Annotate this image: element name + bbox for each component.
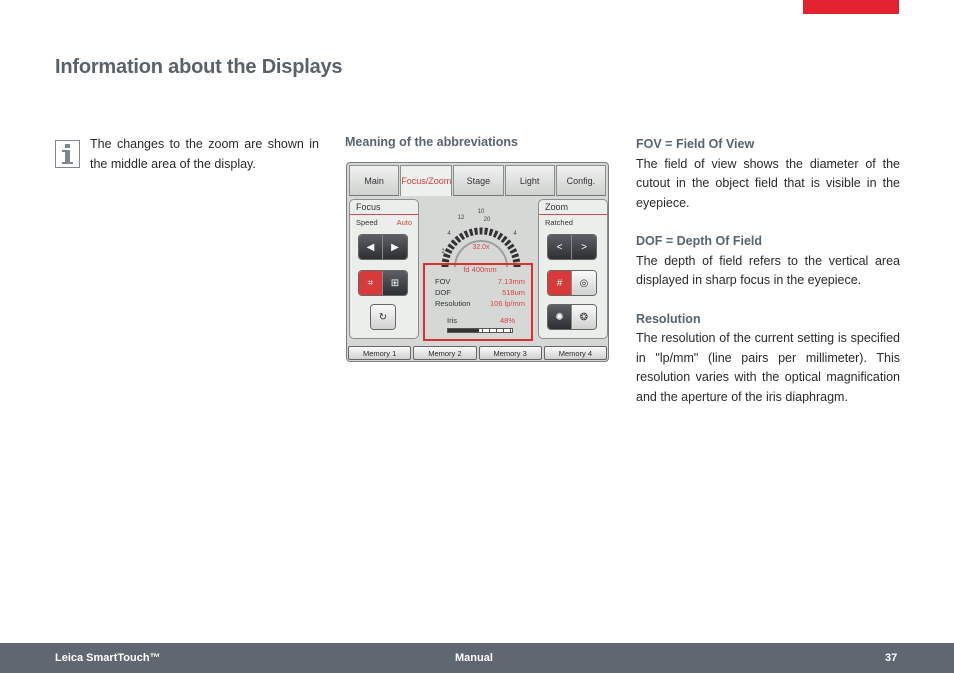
zoom-title: Zoom: [545, 202, 569, 212]
arrow-right-icon: ▶: [383, 235, 407, 259]
chevron-left-icon: <: [548, 235, 572, 259]
tab-main: Main: [349, 165, 399, 196]
zoom-dial: [425, 199, 535, 269]
zoom-mode: Ratched: [545, 218, 573, 227]
speed-value: Auto: [396, 218, 412, 227]
working-distance: fd 400mm: [463, 265, 497, 274]
focus-arrow-buttons: [358, 234, 408, 260]
dial-scale-0: 10: [477, 209, 485, 215]
definitions-column: [636, 135, 900, 407]
fov-row: FOV 7.13mm: [435, 277, 525, 286]
tab-config: Config.: [556, 165, 606, 196]
red-header-tab: [803, 0, 899, 14]
target-icon: ◎: [572, 271, 596, 295]
smarttouch-screen-illustration: [346, 162, 609, 362]
grid-fine-icon: ⌗: [359, 271, 383, 295]
iris-row: Iris 48%: [447, 316, 515, 325]
resolution-definition: The resolution of the current setting is specified in "lp/mm" (line pairs per millimeter). This resolution varies with the optical magnification and the aperture of the iris diaphragm.: [636, 331, 900, 404]
page-footer: [0, 643, 954, 673]
dial-scale-3: 4: [447, 231, 451, 237]
tab-bar: [349, 165, 607, 196]
memory-1-button: Memory 1: [348, 346, 411, 360]
resolution-row: Resolution 106 lp/mm: [435, 299, 525, 308]
memory-3-button: Memory 3: [479, 346, 542, 360]
arrow-left-icon: ◀: [359, 235, 383, 259]
figure-heading: Meaning of the abbreviations: [345, 135, 518, 149]
dial-scale-2: 20: [483, 217, 491, 223]
page-number: 37: [885, 652, 898, 664]
memory-4-button: Memory 4: [544, 346, 607, 360]
info-icon: [55, 140, 80, 168]
page-title: Information about the Displays: [55, 56, 343, 78]
zoom-arrow-buttons: [547, 234, 597, 260]
zoom-view-buttons: [547, 270, 597, 296]
focus-title: Focus: [356, 202, 381, 212]
optical-data-display: [423, 263, 533, 341]
focus-reset-button: [370, 304, 396, 330]
iris-bar: [447, 328, 513, 333]
speed-label: Speed: [356, 218, 378, 227]
chevron-right-icon: >: [572, 235, 596, 259]
refresh-icon: ↻: [371, 305, 395, 329]
footer-product: Leica SmartTouch™: [55, 652, 161, 664]
magnification-readout: 32.0x: [472, 244, 490, 251]
dof-definition: The depth of field refers to the vertical area displayed in sharp focus in the eyepiece.: [636, 253, 900, 287]
dof-term: DOF = Depth Of Field: [636, 234, 763, 248]
tab-stage: Stage: [453, 165, 503, 196]
iris-bar-fill: [448, 329, 479, 332]
dial-scale-5: 2: [441, 249, 445, 255]
dial-scale-4: 4: [513, 231, 517, 237]
grid-coarse-icon: ⊞: [383, 271, 407, 295]
fov-definition: The field of view shows the diameter of the cutout in the object field that is visible in the eyepiece.: [636, 156, 900, 210]
focus-box: [349, 199, 419, 339]
grid-icon: #: [548, 271, 572, 295]
tab-focus-zoom: Focus/Zoom: [400, 165, 452, 196]
memory-2-button: Memory 2: [413, 346, 476, 360]
zoom-box: [538, 199, 608, 339]
fov-term: FOV = Field Of View: [636, 137, 755, 151]
resolution-term: Resolution: [636, 311, 701, 326]
aperture-open-icon: ✺: [548, 305, 572, 329]
focus-mode-buttons: [358, 270, 408, 296]
dial-scale-1: 12: [457, 215, 465, 221]
iris-buttons: [547, 304, 597, 330]
dof-row: DOF 518um: [435, 288, 525, 297]
footer-manual: Manual: [455, 652, 493, 664]
tab-light: Light: [505, 165, 555, 196]
aperture-closed-icon: ❂: [572, 305, 596, 329]
memory-bar: [348, 346, 607, 360]
zoom-note-text: The changes to the zoom are shown in the middle area of the display.: [90, 137, 319, 171]
